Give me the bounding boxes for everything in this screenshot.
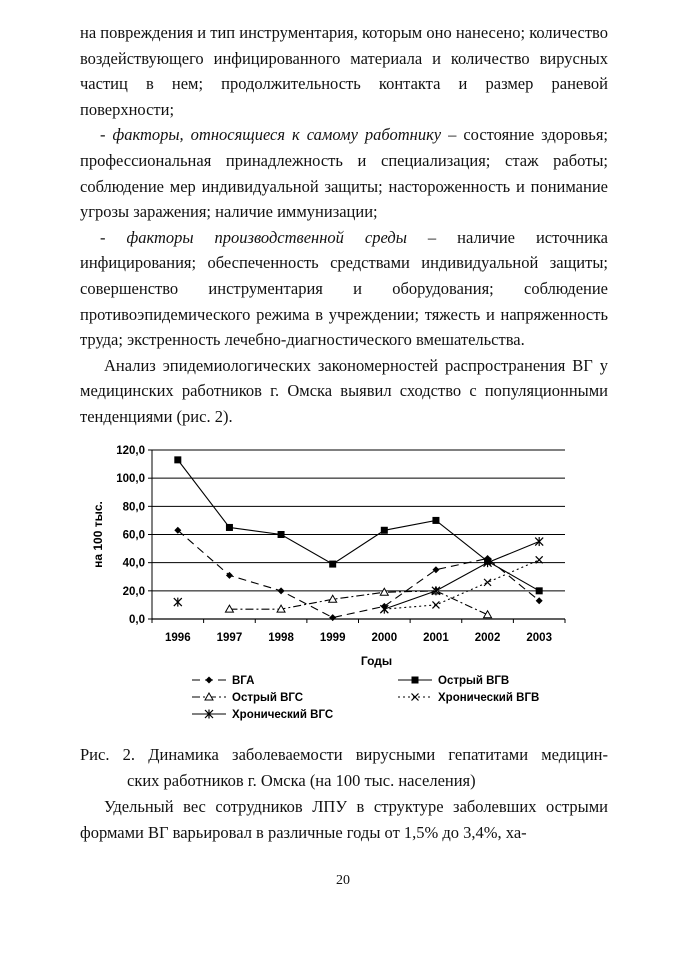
line-chart — [80, 432, 608, 732]
legend-label: Острый ВГВ — [438, 675, 510, 687]
data-point — [380, 588, 388, 595]
data-point — [329, 614, 336, 621]
paragraph: на повреждения и тип инструментария, которым оно нанесено; количество воздействующего инфицированного материала и количество вирусных частиц в нем; продолжительность контакта и размер раневой поверхности; — [80, 23, 608, 119]
x-tick-label: 1996 — [165, 632, 191, 644]
data-point — [226, 524, 233, 531]
figure-caption — [80, 742, 608, 793]
series-3 — [381, 556, 543, 612]
series-2 — [225, 587, 491, 618]
data-point — [535, 537, 543, 546]
x-tick-label: 2002 — [474, 632, 501, 644]
series-line — [229, 591, 487, 615]
legend-entry — [192, 692, 303, 704]
body-text-bottom — [80, 794, 608, 845]
italic-lead: - факторы производственной среды — [100, 227, 407, 247]
page-number: 20 — [336, 873, 350, 888]
data-point — [536, 597, 543, 604]
y-tick-label: 40,0 — [122, 557, 145, 570]
data-point — [329, 561, 336, 568]
chart-figure — [80, 432, 608, 732]
legend-entry — [398, 692, 539, 704]
data-point — [536, 587, 543, 594]
legend-label: ВГА — [232, 675, 255, 687]
legend-label: Острый ВГС — [232, 692, 304, 704]
x-tick-label: 1997 — [216, 632, 243, 644]
data-point — [380, 605, 388, 614]
legend-entry — [398, 675, 509, 687]
paragraph-text: – состояние здоровья; профессиональная принадлежность и специализация; стаж работы; соблюдение мер индивидуальной защиты; настороженность и понимание угрозы заражения; наличие иммунизации; — [80, 125, 609, 222]
series-line — [178, 530, 539, 617]
x-tick-label: 2000 — [371, 632, 398, 644]
x-axis-title: Годы — [360, 654, 393, 668]
x-tick-label: 1998 — [268, 632, 294, 644]
y-tick-label: 0,0 — [129, 614, 145, 626]
italic-lead: - факторы, относящиеся к самому работнику — [100, 125, 442, 145]
x-tick-label: 2003 — [526, 632, 552, 644]
data-point — [412, 677, 419, 684]
data-point — [432, 601, 439, 608]
data-point — [206, 677, 213, 684]
legend-label: Хронический ВГВ — [438, 692, 540, 704]
legend-label: Хронический ВГС — [232, 709, 334, 721]
y-tick-label: 60,0 — [122, 529, 145, 542]
paragraph: Анализ эпидемиологических закономерностей распространения ВГ у медицинских работников г. Омска выявил сходство с популяционными тенденциями (рис. 2). — [80, 355, 608, 426]
y-axis-title: на 100 тыс. — [91, 501, 105, 568]
data-point — [432, 517, 439, 524]
caption-line: Рис. 2. Динамика заболеваемости вирусными гепатитами медицин- — [80, 745, 608, 764]
series-line — [384, 560, 539, 609]
legend-entry — [192, 709, 333, 721]
data-point — [174, 456, 181, 463]
data-point — [174, 598, 182, 607]
paragraph — [80, 225, 608, 353]
data-point — [278, 587, 285, 594]
data-point — [484, 579, 491, 586]
data-point — [484, 611, 492, 618]
x-tick-label: 2001 — [423, 632, 449, 644]
y-tick-label: 20,0 — [122, 585, 145, 598]
series-line — [384, 542, 539, 610]
y-tick-label: 120,0 — [116, 445, 145, 457]
data-point — [278, 531, 285, 538]
data-point — [412, 694, 419, 701]
legend-entry — [192, 675, 254, 687]
paragraph: Удельный вес сотрудников ЛПУ в структуре заболевших острыми формами ВГ варьировал в различные годы от 1,5% до 3,4%, ха- — [80, 797, 608, 842]
paragraph-text: – наличие источника инфицирования; обеспеченность средствами индивидуальной защиты; совершенство инструментария и оборудования; соблюдение противоэпидемического режима в учреждении; тяжесть и напряженность труда; экстренность лечебно-диагностического вмешательства. — [80, 227, 608, 350]
paragraph — [80, 122, 608, 224]
y-tick-label: 100,0 — [116, 473, 145, 486]
caption-line: ских работников г. Омска (на 100 тыс. населения) — [127, 770, 476, 790]
y-tick-label: 80,0 — [122, 501, 145, 514]
data-point — [432, 566, 439, 573]
data-point — [381, 527, 388, 534]
body-text-top — [80, 20, 608, 430]
x-tick-label: 1999 — [319, 632, 346, 644]
